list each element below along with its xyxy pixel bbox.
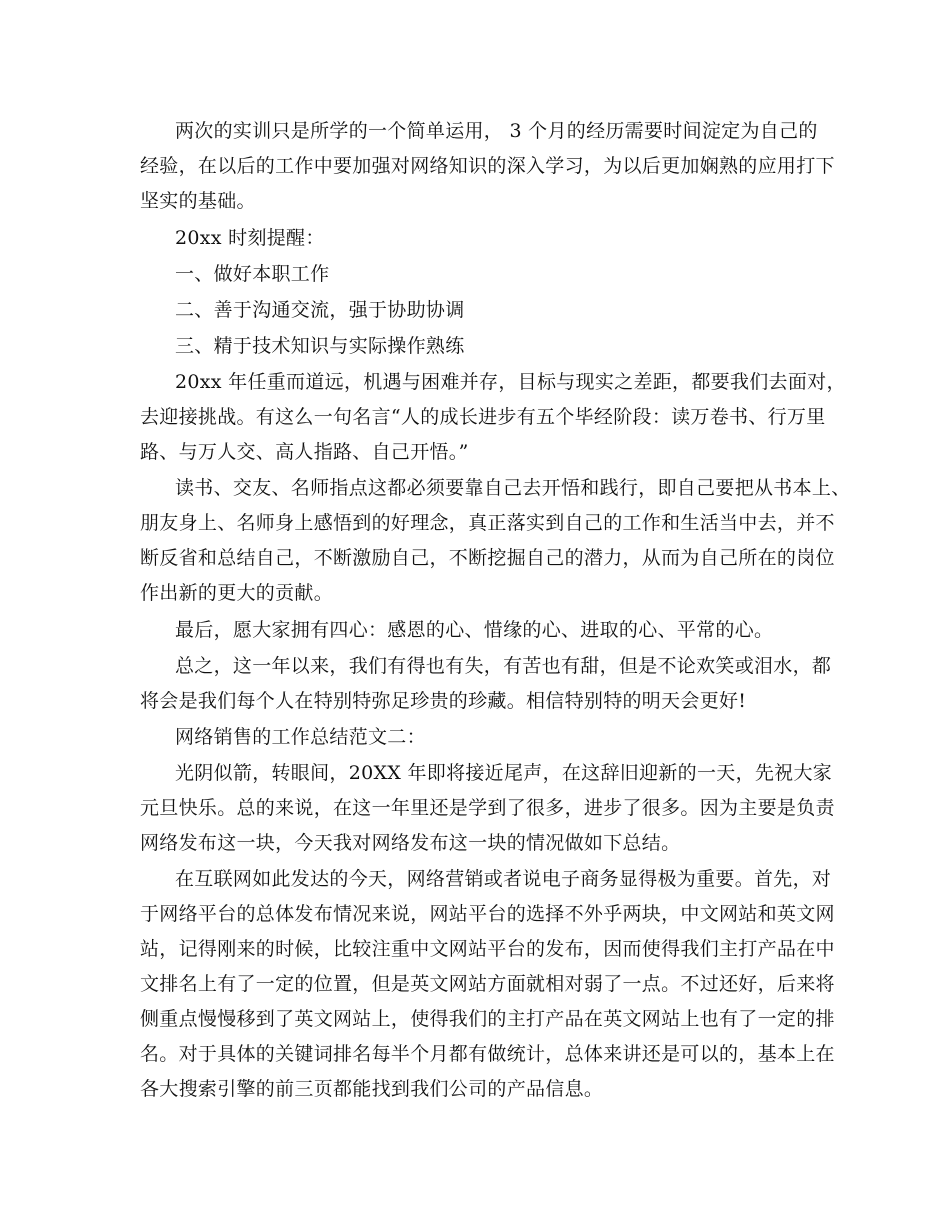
text-line: 作出新的更大的贡献。: [140, 582, 334, 604]
text-line: 在互联网如此发达的今天，网络营销或者说电子商务显得极为重要。首先，对: [175, 868, 832, 890]
text-line: 各大搜索引擎的前三页都能找到我们公司的产品信息。: [140, 1078, 604, 1100]
text-line: 断反省和总结自己，不断激励自己，不断挖掘自己的潜力，从而为自己所在的岗位: [140, 547, 835, 569]
text-line: 两次的实训只是所学的一个简单运用， 3 个月的经历需要时间淀定为自己的: [175, 120, 818, 142]
text-line: 路、与万人交、高人指路、自己开悟。”: [140, 441, 469, 463]
text-line: 20xx 年任重而道远，机遇与困难并存，目标与现实之差距，都要我们去面对，: [175, 371, 846, 393]
text-line: 一、做好本职工作: [175, 263, 330, 285]
text-line: 读书、交友、名师指点这都必须要靠自己去开悟和践行，即自己要把从书本上、: [175, 477, 851, 499]
text-line: 三、精于技术知识与实际操作熟练: [175, 335, 465, 357]
text-line: 光阴似箭，转眼间，20XX 年即将接近尾声，在这辞旧迎新的一天，先祝大家: [175, 762, 833, 784]
text-line: 二、善于沟通交流，强于协助协调: [175, 299, 465, 321]
text-line: 去迎接挑战。有这么一句名言“人的成长进步有五个毕经阶段：读万卷书、行万里: [140, 406, 826, 428]
text-line: 总之，这一年以来，我们有得也有失，有苦也有甜，但是不论欢笑或泪水，都: [175, 655, 832, 677]
text-line: 站，记得刚来的时候，比较注重中文网站平台的发布，因而使得我们主打产品在中: [140, 938, 835, 960]
text-line: 朋友身上、名师身上感悟到的好理念，真正落实到自己的工作和生活当中去，并不: [140, 512, 835, 534]
text-line: 将会是我们每个人在特别特弥足珍贵的珍藏。相信特别特的明天会更好!: [140, 690, 747, 712]
text-line: 坚实的基础。: [140, 190, 256, 212]
text-line: 名。对于具体的关键词排名每半个月都有做统计，总体来讲还是可以的，基本上在: [140, 1043, 835, 1065]
text-line: 于网络平台的总体发布情况来说，网站平台的选择不外乎两块，中文网站和英文网: [140, 903, 835, 925]
text-line: 文排名上有了一定的位置，但是英文网站方面就相对弱了一点。不过还好，后来将: [140, 973, 835, 995]
text-line: 最后，愿大家拥有四心：感恩的心、惜缘的心、进取的心、平常的心。: [175, 619, 774, 641]
text-line: 20xx 时刻提醒：: [175, 227, 325, 249]
text-line: 经验，在以后的工作中要加强对网络知识的深入学习，为以后更加娴熟的应用打下: [140, 155, 835, 177]
text-line: 网络销售的工作总结范文二：: [175, 726, 426, 748]
text-line: 侧重点慢慢移到了英文网站上，使得我们的主打产品在英文网站上也有了一定的排: [140, 1008, 835, 1030]
text-line: 网络发布这一块，今天我对网络发布这一块的情况做如下总结。: [140, 832, 681, 854]
text-line: 元旦快乐。总的来说，在这一年里还是学到了很多，进步了很多。因为主要是负责: [140, 797, 835, 819]
